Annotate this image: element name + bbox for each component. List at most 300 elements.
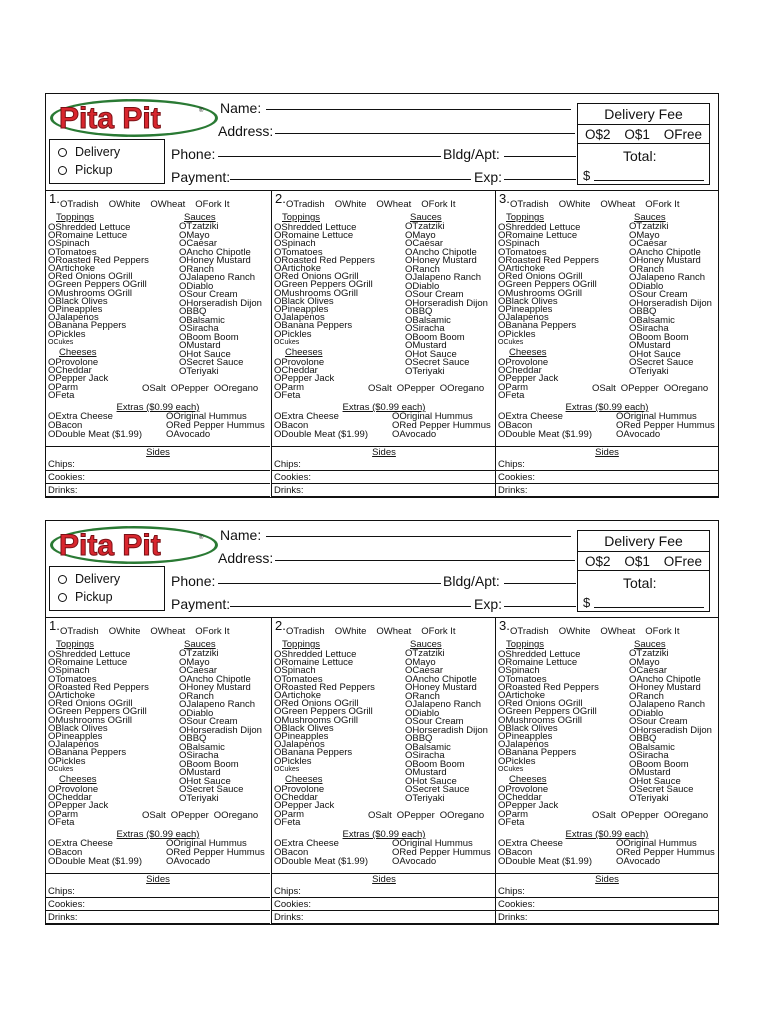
extra-option[interactable]: OBacon: [498, 419, 533, 431]
seasoning-option[interactable]: OSalt: [368, 810, 392, 821]
extra-option[interactable]: ODouble Meat ($1.99): [274, 855, 368, 867]
sauce-option[interactable]: OSour Cream: [405, 289, 464, 300]
cheese-option[interactable]: OFeta: [274, 816, 301, 828]
extra-option[interactable]: OExtra Cheese: [274, 411, 339, 422]
sauce-option[interactable]: OBoom Boom: [179, 758, 239, 770]
bread-option[interactable]: OFork It: [645, 199, 680, 210]
sauce-option[interactable]: OAncho Chipotle: [179, 673, 251, 685]
sauce-option[interactable]: OCaesar: [629, 238, 668, 249]
extra-option[interactable]: OBacon: [48, 846, 83, 858]
side-field[interactable]: [496, 470, 718, 471]
sauce-option[interactable]: OJalapeno Ranch: [179, 699, 256, 710]
cheese-option[interactable]: OParm: [498, 381, 529, 393]
phone-field[interactable]: [218, 583, 441, 584]
fee-option[interactable]: O$1: [624, 553, 650, 569]
extra-option[interactable]: OOriginal Hummus: [166, 838, 247, 849]
sauce-option[interactable]: OMayo: [629, 229, 660, 241]
sauce-option[interactable]: OBoom Boom: [629, 331, 689, 343]
pickup-option[interactable]: [58, 590, 113, 604]
sauce-option[interactable]: OMayo: [179, 229, 210, 241]
side-field[interactable]: [272, 496, 496, 497]
extra-option[interactable]: ODouble Meat ($1.99): [48, 855, 142, 867]
topping-option[interactable]: ORed Onions OGrill: [274, 271, 359, 283]
sauce-option[interactable]: OHorseradish Dijon: [629, 297, 712, 309]
sauce-option[interactable]: OTzatziki: [629, 221, 669, 232]
topping-option[interactable]: OJalapenos: [48, 312, 99, 324]
topping-option[interactable]: OShredded Lettuce: [274, 649, 357, 660]
side-field[interactable]: [496, 496, 718, 497]
topping-option[interactable]: ORomaine Lettuce: [498, 657, 578, 669]
seasoning-option[interactable]: OOregano: [439, 810, 485, 821]
topping-option[interactable]: OArtichoke: [274, 263, 321, 274]
sauce-option[interactable]: OMayo: [179, 656, 210, 668]
bread-option[interactable]: OWheat: [600, 626, 636, 637]
sauce-option[interactable]: OMustard: [179, 767, 221, 778]
sauce-option[interactable]: OBoom Boom: [629, 758, 689, 770]
sauce-option[interactable]: OTzatziki: [405, 648, 445, 659]
topping-option[interactable]: OPineapples: [498, 304, 553, 315]
topping-option[interactable]: OJalapenos: [498, 739, 549, 751]
bread-option[interactable]: OWhite: [558, 199, 591, 210]
topping-option[interactable]: ORed Onions OGrill: [48, 271, 133, 283]
sauce-option[interactable]: OSecret Sauce: [629, 357, 694, 368]
extra-option[interactable]: OOriginal Hummus: [616, 838, 697, 849]
sauce-option[interactable]: OTzatziki: [405, 221, 445, 232]
topping-option[interactable]: OBlack Olives: [48, 295, 108, 307]
sauce-option[interactable]: OTeriyaki: [179, 365, 219, 377]
seasoning-option[interactable]: OSalt: [592, 383, 616, 394]
sauce-option[interactable]: OMayo: [405, 229, 436, 241]
sauce-option[interactable]: OSiracha: [179, 750, 219, 761]
bread-option[interactable]: OFork It: [421, 199, 456, 210]
side-field[interactable]: [46, 923, 270, 924]
topping-option[interactable]: OBanana Peppers: [498, 747, 577, 759]
sauce-option[interactable]: ORanch: [405, 263, 440, 275]
topping-option[interactable]: OGreen Peppers OGrill: [274, 279, 373, 291]
sauce-option[interactable]: OTeriyaki: [629, 365, 669, 377]
sauce-option[interactable]: OBalsamic: [629, 314, 675, 326]
topping-option[interactable]: OPineapples: [274, 731, 329, 742]
phone-field[interactable]: [218, 156, 441, 157]
topping-option[interactable]: OMushrooms OGrill: [48, 287, 132, 299]
extra-option[interactable]: ORed Pepper Hummus: [392, 846, 491, 858]
topping-option[interactable]: OArtichoke: [498, 690, 545, 701]
sauce-option[interactable]: OTeriyaki: [179, 792, 219, 804]
name-field[interactable]: [266, 109, 571, 110]
bread-option[interactable]: OWhite: [558, 626, 591, 637]
topping-option[interactable]: OGreen Peppers OGrill: [274, 706, 373, 718]
sauce-option[interactable]: OCaesar: [179, 665, 218, 676]
sauce-option[interactable]: ODiablo: [179, 280, 214, 292]
sauce-option[interactable]: OBBQ: [405, 306, 433, 317]
topping-option[interactable]: ORed Onions OGrill: [48, 698, 133, 710]
sauce-option[interactable]: OJalapeno Ranch: [629, 272, 706, 283]
cheese-option[interactable]: OPepper Jack: [498, 373, 559, 385]
sauce-option[interactable]: OHorseradish Dijon: [629, 724, 712, 736]
sauce-option[interactable]: OHot Sauce: [629, 348, 681, 360]
topping-option[interactable]: OJalapenos: [498, 312, 549, 324]
cheese-option[interactable]: OProvolone: [498, 357, 549, 368]
sauce-option[interactable]: OCaesar: [405, 238, 444, 249]
radio-icon[interactable]: [58, 148, 67, 157]
bread-option[interactable]: OWheat: [150, 626, 186, 637]
sauce-option[interactable]: OHoney Mustard: [179, 255, 251, 266]
address-field[interactable]: [275, 133, 575, 134]
fee-option[interactable]: O$2: [584, 126, 611, 142]
cheese-option[interactable]: OProvolone: [498, 784, 549, 795]
bread-option[interactable]: OTradish: [510, 626, 549, 637]
total-field[interactable]: [594, 607, 704, 608]
cheese-option[interactable]: OFeta: [48, 816, 75, 828]
bread-option[interactable]: OWheat: [150, 199, 186, 210]
sauce-option[interactable]: OMayo: [629, 656, 660, 668]
cheese-option[interactable]: OFeta: [274, 389, 301, 401]
side-field[interactable]: [46, 496, 270, 497]
side-field[interactable]: [46, 910, 270, 911]
bread-option[interactable]: OWheat: [376, 626, 412, 637]
fee-option[interactable]: O$1: [624, 126, 650, 142]
extra-option[interactable]: ODouble Meat ($1.99): [498, 428, 592, 440]
sauce-option[interactable]: OJalapeno Ranch: [405, 272, 482, 283]
topping-option[interactable]: OShredded Lettuce: [48, 649, 131, 660]
seasoning-option[interactable]: OOregano: [213, 383, 259, 394]
sauce-option[interactable]: OBalsamic: [405, 314, 451, 326]
payment-field[interactable]: [230, 606, 471, 607]
topping-option[interactable]: OSpinach: [274, 665, 316, 677]
seasoning-option[interactable]: OPepper: [620, 383, 659, 394]
side-field[interactable]: [272, 923, 496, 924]
sauce-option[interactable]: OBoom Boom: [179, 331, 239, 343]
sauce-option[interactable]: OTzatziki: [629, 648, 669, 659]
sauce-option[interactable]: OHorseradish Dijon: [405, 297, 488, 309]
pickup-option[interactable]: [58, 163, 113, 177]
sauce-option[interactable]: OTeriyaki: [405, 792, 445, 804]
exp-field[interactable]: [504, 179, 576, 180]
sauce-option[interactable]: OCaesar: [629, 665, 668, 676]
topping-option[interactable]: OArtichoke: [48, 263, 95, 274]
bldg-field[interactable]: [504, 583, 576, 584]
topping-option[interactable]: OGreen Peppers OGrill: [48, 279, 147, 291]
topping-option[interactable]: OTomatoes: [274, 246, 323, 258]
topping-option[interactable]: ORed Onions OGrill: [498, 698, 583, 710]
side-field[interactable]: [272, 483, 496, 484]
extra-option[interactable]: OOriginal Hummus: [166, 411, 247, 422]
bread-option[interactable]: OWhite: [108, 626, 141, 637]
extra-option[interactable]: ODouble Meat ($1.99): [48, 428, 142, 440]
bread-option[interactable]: OFork It: [645, 626, 680, 637]
sauce-option[interactable]: ODiablo: [405, 707, 440, 719]
seasoning-option[interactable]: OSalt: [592, 810, 616, 821]
bread-option[interactable]: OFork It: [195, 199, 230, 210]
sauce-option[interactable]: OTzatziki: [179, 648, 219, 659]
bread-option[interactable]: OTradish: [60, 199, 99, 210]
topping-option[interactable]: OMushrooms OGrill: [498, 287, 582, 299]
sauce-option[interactable]: OHoney Mustard: [629, 682, 701, 693]
sauce-option[interactable]: ORanch: [405, 690, 440, 702]
sauce-option[interactable]: OHoney Mustard: [629, 255, 701, 266]
exp-field[interactable]: [504, 606, 576, 607]
topping-option[interactable]: ORoasted Red Peppers: [274, 681, 375, 693]
topping-option[interactable]: OMushrooms OGrill: [48, 714, 132, 726]
sauce-option[interactable]: OBBQ: [629, 306, 657, 317]
topping-option[interactable]: OGreen Peppers OGrill: [498, 706, 597, 718]
sauce-option[interactable]: OMustard: [179, 340, 221, 351]
topping-option[interactable]: OBanana Peppers: [498, 320, 577, 332]
seasoning-option[interactable]: OOregano: [213, 810, 259, 821]
topping-option[interactable]: OPineapples: [48, 731, 103, 742]
sauce-option[interactable]: OTzatziki: [179, 221, 219, 232]
topping-option[interactable]: OShredded Lettuce: [498, 222, 581, 233]
topping-option[interactable]: OTomatoes: [498, 246, 547, 258]
extra-option[interactable]: OOriginal Hummus: [392, 838, 473, 849]
topping-option[interactable]: OMushrooms OGrill: [274, 714, 358, 726]
bread-option[interactable]: OWheat: [376, 199, 412, 210]
extra-option[interactable]: ODouble Meat ($1.99): [498, 855, 592, 867]
topping-option[interactable]: OJalapenos: [274, 312, 325, 324]
sauce-option[interactable]: ODiablo: [179, 707, 214, 719]
sauce-option[interactable]: ODiablo: [629, 707, 664, 719]
topping-option[interactable]: ORomaine Lettuce: [48, 230, 128, 242]
topping-option[interactable]: OBlack Olives: [48, 722, 108, 734]
sauce-option[interactable]: OBBQ: [179, 306, 207, 317]
sauce-option[interactable]: OBalsamic: [629, 741, 675, 753]
topping-option[interactable]: ORoasted Red Peppers: [48, 254, 149, 266]
bread-option[interactable]: OTradish: [286, 626, 325, 637]
sauce-option[interactable]: OHot Sauce: [179, 775, 231, 787]
seasoning-option[interactable]: OSalt: [368, 383, 392, 394]
topping-option[interactable]: ORomaine Lettuce: [274, 657, 354, 669]
extra-option[interactable]: OOriginal Hummus: [616, 411, 697, 422]
extra-option[interactable]: ORed Pepper Hummus: [392, 419, 491, 431]
topping-option[interactable]: OBlack Olives: [498, 295, 558, 307]
sauce-option[interactable]: OSecret Sauce: [629, 784, 694, 795]
topping-option[interactable]: OCukes: [498, 338, 524, 346]
sauce-option[interactable]: OJalapeno Ranch: [629, 699, 706, 710]
sauce-option[interactable]: OSiracha: [629, 323, 669, 334]
sauce-option[interactable]: OMayo: [405, 656, 436, 668]
sauce-option[interactable]: OHorseradish Dijon: [405, 724, 488, 736]
sauce-option[interactable]: OMustard: [405, 767, 447, 778]
cheese-option[interactable]: OParm: [48, 808, 79, 820]
topping-option[interactable]: OTomatoes: [48, 246, 97, 258]
sauce-option[interactable]: OJalapeno Ranch: [179, 272, 256, 283]
topping-option[interactable]: OShredded Lettuce: [274, 222, 357, 233]
extra-option[interactable]: OExtra Cheese: [48, 411, 113, 422]
topping-option[interactable]: OBanana Peppers: [48, 320, 127, 332]
name-field[interactable]: [266, 536, 571, 537]
radio-icon[interactable]: [58, 593, 67, 602]
fee-option[interactable]: OFree: [663, 553, 703, 569]
topping-option[interactable]: OMushrooms OGrill: [274, 287, 358, 299]
topping-option[interactable]: OCukes: [498, 765, 524, 773]
topping-option[interactable]: ORomaine Lettuce: [48, 657, 128, 669]
extra-option[interactable]: OAvocado: [392, 855, 437, 867]
side-field[interactable]: [46, 483, 270, 484]
cheese-option[interactable]: OPepper Jack: [48, 800, 109, 812]
cheese-option[interactable]: OProvolone: [274, 357, 325, 368]
sauce-option[interactable]: OHot Sauce: [405, 348, 457, 360]
sauce-option[interactable]: OSiracha: [405, 323, 445, 334]
extra-option[interactable]: OExtra Cheese: [48, 838, 113, 849]
topping-option[interactable]: OSpinach: [498, 238, 540, 250]
topping-option[interactable]: OShredded Lettuce: [498, 649, 581, 660]
sauce-option[interactable]: ORanch: [179, 690, 214, 702]
cheese-option[interactable]: OParm: [274, 381, 305, 393]
sauce-option[interactable]: OSecret Sauce: [179, 784, 244, 795]
sauce-option[interactable]: OMustard: [629, 340, 671, 351]
seasoning-option[interactable]: OSalt: [142, 383, 166, 394]
seasoning-option[interactable]: OPepper: [396, 383, 435, 394]
topping-option[interactable]: OCukes: [48, 765, 74, 773]
cheese-option[interactable]: OPepper Jack: [274, 373, 335, 385]
extra-option[interactable]: OBacon: [274, 846, 309, 858]
extra-option[interactable]: OAvocado: [616, 428, 661, 440]
sauce-option[interactable]: ODiablo: [405, 280, 440, 292]
topping-option[interactable]: OPickles: [48, 328, 86, 340]
sauce-option[interactable]: OBoom Boom: [405, 331, 465, 343]
radio-icon[interactable]: [58, 575, 67, 584]
topping-option[interactable]: OBlack Olives: [274, 295, 334, 307]
sauce-option[interactable]: OSour Cream: [629, 289, 688, 300]
sauce-option[interactable]: OAncho Chipotle: [629, 673, 701, 685]
total-field[interactable]: [594, 180, 704, 181]
seasoning-option[interactable]: OPepper: [396, 810, 435, 821]
sauce-option[interactable]: OHoney Mustard: [405, 255, 477, 266]
delivery-option[interactable]: [58, 145, 120, 159]
payment-field[interactable]: [230, 179, 471, 180]
topping-option[interactable]: OCukes: [48, 338, 74, 346]
topping-option[interactable]: OTomatoes: [498, 673, 547, 685]
side-field[interactable]: [272, 910, 496, 911]
side-field[interactable]: [496, 483, 718, 484]
sauce-option[interactable]: OAncho Chipotle: [629, 246, 701, 258]
seasoning-option[interactable]: OOregano: [663, 810, 709, 821]
sauce-option[interactable]: OSiracha: [629, 750, 669, 761]
extra-option[interactable]: OBacon: [48, 419, 83, 431]
bread-option[interactable]: OTradish: [510, 199, 549, 210]
topping-option[interactable]: ORoasted Red Peppers: [48, 681, 149, 693]
sauce-option[interactable]: OSecret Sauce: [405, 784, 470, 795]
sauce-option[interactable]: OSecret Sauce: [179, 357, 244, 368]
topping-option[interactable]: OSpinach: [498, 665, 540, 677]
cheese-option[interactable]: OFeta: [498, 816, 525, 828]
sauce-option[interactable]: OMustard: [629, 767, 671, 778]
bread-option[interactable]: OWhite: [108, 199, 141, 210]
topping-option[interactable]: OSpinach: [48, 238, 90, 250]
bread-option[interactable]: OFork It: [195, 626, 230, 637]
sauce-option[interactable]: OCaesar: [405, 665, 444, 676]
sauce-option[interactable]: OHot Sauce: [179, 348, 231, 360]
bread-option[interactable]: OFork It: [421, 626, 456, 637]
topping-option[interactable]: OJalapenos: [274, 739, 325, 751]
topping-option[interactable]: OSpinach: [274, 238, 316, 250]
topping-option[interactable]: OArtichoke: [48, 690, 95, 701]
seasoning-option[interactable]: OPepper: [170, 810, 209, 821]
bread-option[interactable]: OWheat: [600, 199, 636, 210]
extra-option[interactable]: OOriginal Hummus: [392, 411, 473, 422]
sauce-option[interactable]: OSour Cream: [179, 716, 238, 727]
side-field[interactable]: [272, 897, 496, 898]
cheese-option[interactable]: OParm: [498, 808, 529, 820]
side-field[interactable]: [46, 470, 270, 471]
topping-option[interactable]: OPickles: [274, 755, 312, 767]
topping-option[interactable]: OBlack Olives: [498, 722, 558, 734]
sauce-option[interactable]: ORanch: [629, 263, 664, 275]
sauce-option[interactable]: OAncho Chipotle: [405, 673, 477, 685]
topping-option[interactable]: ORoasted Red Peppers: [498, 681, 599, 693]
extra-option[interactable]: ORed Pepper Hummus: [166, 846, 265, 858]
topping-option[interactable]: OBanana Peppers: [274, 747, 353, 759]
cheese-option[interactable]: OFeta: [498, 389, 525, 401]
cheese-option[interactable]: OFeta: [48, 389, 75, 401]
sauce-option[interactable]: OSiracha: [179, 323, 219, 334]
cheese-option[interactable]: OCheddar: [48, 792, 92, 804]
extra-option[interactable]: ORed Pepper Hummus: [166, 419, 265, 431]
topping-option[interactable]: ORomaine Lettuce: [274, 230, 354, 242]
cheese-option[interactable]: OParm: [274, 808, 305, 820]
sauce-option[interactable]: OBoom Boom: [405, 758, 465, 770]
topping-option[interactable]: OPineapples: [48, 304, 103, 315]
extra-option[interactable]: OBacon: [498, 846, 533, 858]
sauce-option[interactable]: OHot Sauce: [629, 775, 681, 787]
topping-option[interactable]: OCukes: [274, 338, 300, 346]
cheese-option[interactable]: OProvolone: [48, 357, 99, 368]
extra-option[interactable]: ORed Pepper Hummus: [616, 846, 715, 858]
extra-option[interactable]: OExtra Cheese: [498, 838, 563, 849]
sauce-option[interactable]: OSecret Sauce: [405, 357, 470, 368]
sauce-option[interactable]: OMustard: [405, 340, 447, 351]
topping-option[interactable]: OGreen Peppers OGrill: [48, 706, 147, 718]
topping-option[interactable]: OPickles: [498, 328, 536, 340]
bread-option[interactable]: OTradish: [60, 626, 99, 637]
topping-option[interactable]: OPineapples: [498, 731, 553, 742]
topping-option[interactable]: OTomatoes: [48, 673, 97, 685]
sauce-option[interactable]: OHorseradish Dijon: [179, 297, 262, 309]
topping-option[interactable]: OBanana Peppers: [274, 320, 353, 332]
cheese-option[interactable]: OPepper Jack: [498, 800, 559, 812]
bread-option[interactable]: OWhite: [334, 626, 367, 637]
topping-option[interactable]: OPineapples: [274, 304, 329, 315]
sauce-option[interactable]: OAncho Chipotle: [405, 246, 477, 258]
topping-option[interactable]: OSpinach: [48, 665, 90, 677]
side-field[interactable]: [272, 470, 496, 471]
topping-option[interactable]: OPickles: [498, 755, 536, 767]
sauce-option[interactable]: OBBQ: [629, 733, 657, 744]
address-field[interactable]: [275, 560, 575, 561]
sauce-option[interactable]: OBalsamic: [179, 314, 225, 326]
extra-option[interactable]: OAvocado: [166, 428, 211, 440]
sauce-option[interactable]: OBalsamic: [179, 741, 225, 753]
side-field[interactable]: [496, 923, 718, 924]
cheese-option[interactable]: OParm: [48, 381, 79, 393]
seasoning-option[interactable]: OOregano: [663, 383, 709, 394]
topping-option[interactable]: OCukes: [274, 765, 300, 773]
cheese-option[interactable]: OCheddar: [498, 792, 542, 804]
bread-option[interactable]: OWhite: [334, 199, 367, 210]
topping-option[interactable]: OArtichoke: [498, 263, 545, 274]
sauce-option[interactable]: OHot Sauce: [405, 775, 457, 787]
sauce-option[interactable]: OJalapeno Ranch: [405, 699, 482, 710]
sauce-option[interactable]: OBBQ: [405, 733, 433, 744]
extra-option[interactable]: OExtra Cheese: [274, 838, 339, 849]
topping-option[interactable]: ORoasted Red Peppers: [274, 254, 375, 266]
side-field[interactable]: [496, 910, 718, 911]
seasoning-option[interactable]: OSalt: [142, 810, 166, 821]
cheese-option[interactable]: OCheddar: [274, 792, 318, 804]
topping-option[interactable]: OMushrooms OGrill: [498, 714, 582, 726]
topping-option[interactable]: OBanana Peppers: [48, 747, 127, 759]
sauce-option[interactable]: OSour Cream: [405, 716, 464, 727]
